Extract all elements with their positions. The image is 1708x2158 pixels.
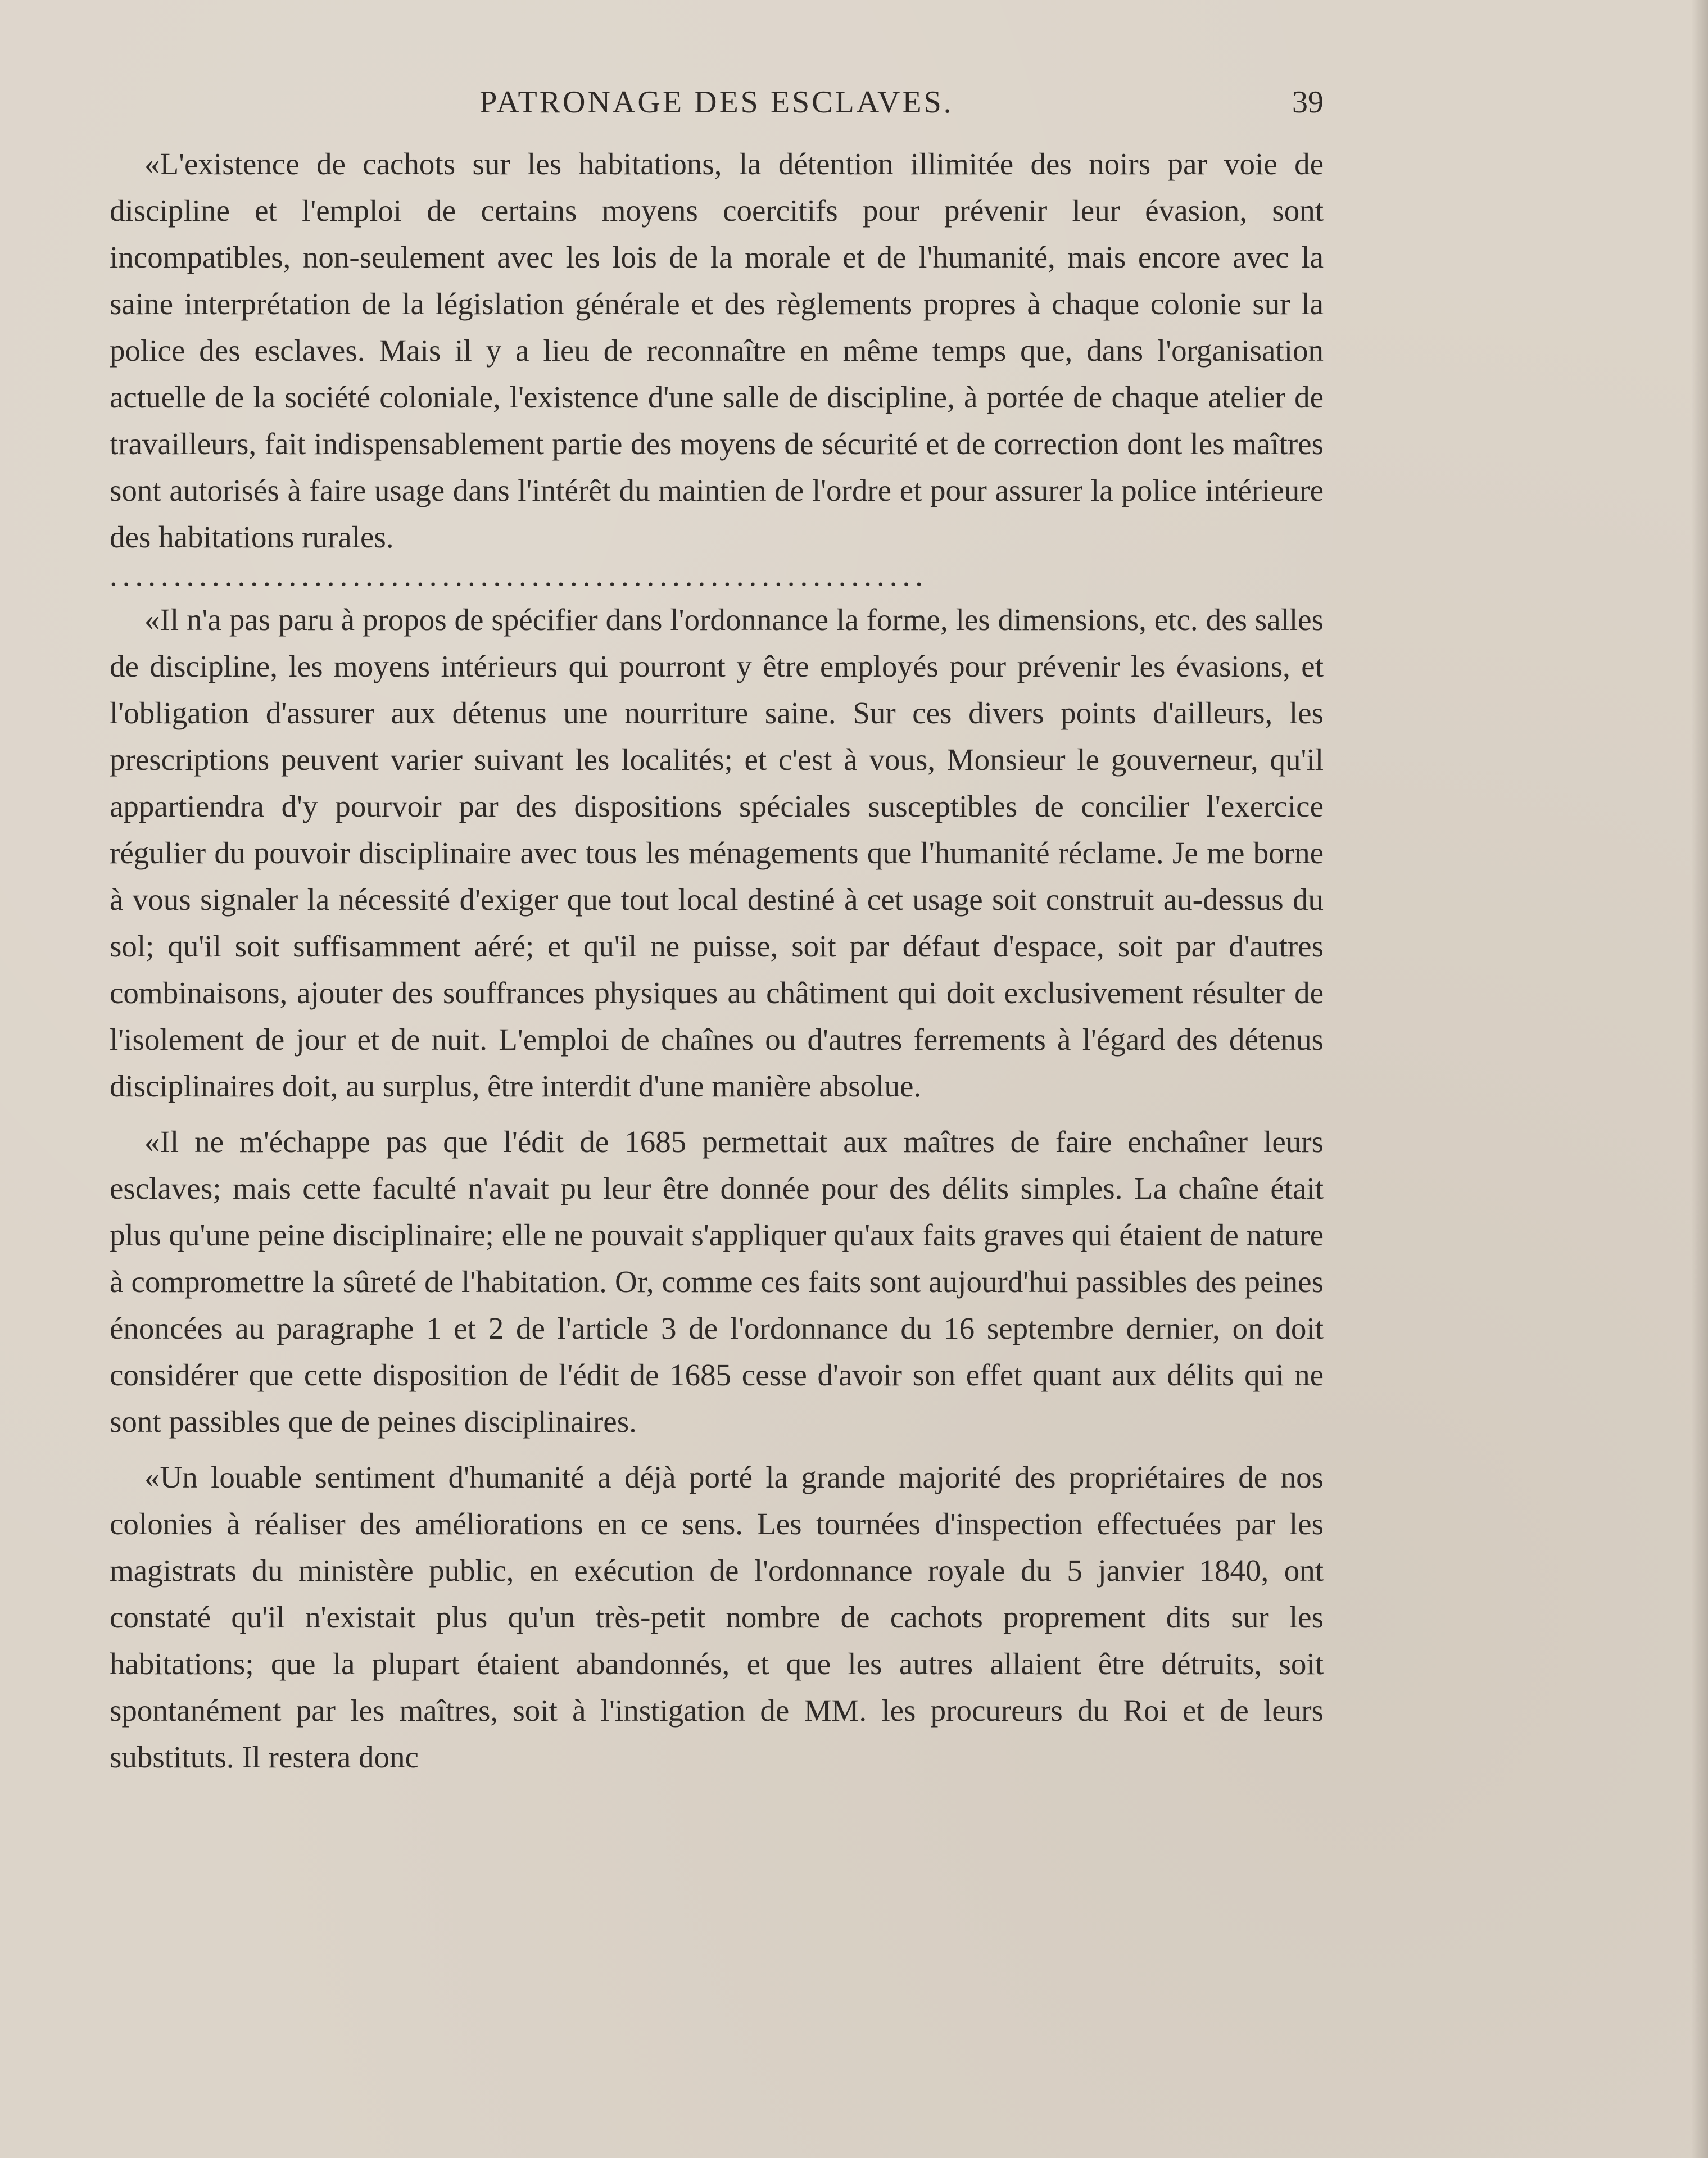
page-edge-shadow xyxy=(1691,0,1708,2158)
paragraph-1: «L'existence de cachots sur les habitations, la détention illimitée des noirs par voie de discipline et l'emploi de certains moyens coercitifs pour prévenir leur évasion, sont incompatibles, non-seulement avec les lois de la morale et de l'humanité, mais encore avec la saine interprétation de la législation générale et des règlements propres à chaque colonie sur la police des esclaves. Mais il y a lieu de reconnaître en même temps que, dans l'organisation actuelle de la société coloniale, l'existence d'une salle de discipline, à portée de chaque atelier de travailleurs, fait indispensablement partie des moyens de sécurité et de correction dont les maîtres sont autorisés à faire usage dans l'intérêt du maintien de l'ordre et pour assurer la police intérieure des habitations rurales. xyxy=(110,147,1324,554)
paragraph-2: «Il n'a pas paru à propos de spécifier dans l'ordonnance la forme, les dimensions, etc. des salles de discipline, les moyens intérieurs qui pourront y être employés pour prévenir les évasions, et l'obligation d'assurer aux détenus une nourriture saine. Sur ces divers points d'ailleurs, les prescriptions peuvent varier suivant les localités; et c'est à vous, Monsieur le gouverneur, qu'il appartiendra d'y pourvoir par des dispositions spéciales susceptibles de concilier l'exercice régulier du pouvoir disciplinaire avec tous les ménagements que l'humanité réclame. Je me borne à vous signaler la nécessité d'exiger que tout local destiné à cet usage soit construit au-dessus du sol; qu'il soit suffisamment aéré; et qu'il ne puisse, soit par défaut d'espace, soit par d'autres combinaisons, ajouter des souffrances physiques au châtiment qui doit exclusivement résulter de l'isolement de jour et de nuit. L'emploi de chaînes ou d'autres ferrements à l'égard des détenus disciplinaires doit, au surplus, être interdit d'une manière absolue. xyxy=(110,602,1324,1103)
paragraph-3: «Il ne m'échappe pas que l'édit de 1685 permettait aux maîtres de faire enchaîner leurs esclaves; mais cette faculté n'avait pu leur être donnée pour des délits simples. La chaîne était plus qu'une peine disciplinaire; elle ne pouvait s'appliquer qu'aux faits graves qui étaient de nature à compromettre la sûreté de l'habitation. Or, comme ces faits sont aujourd'hui passibles des peines énoncées au paragraphe 1 et 2 de l'article 3 de l'ordonnance du 16 septembre dernier, on doit considérer que cette disposition de l'édit de 1685 cesse d'avoir son effet quant aux délits qui ne sont passibles que de peines disciplinaires. xyxy=(110,1125,1324,1439)
paragraph-4: «Un louable sentiment d'humanité a déjà porté la grande majorité des propriétaires de nos colonies à réaliser des améliorations en ce sens. Les tournées d'inspection effectuées par les magistrats du ministère public, en exécution de l'ordonnance royale du 5 janvier 1840, ont constaté qu'il n'existait plus qu'un très-petit nombre de cachots proprement dits sur les habitations; que la plupart étaient abandonnés, et que les autres allaient être détruits, soit spontanément par les maîtres, soit à l'instigation de MM. les procureurs du Roi et de leurs substituts. Il restera donc xyxy=(110,1460,1324,1774)
body-text xyxy=(110,140,1324,1780)
ellipsis-separator: ................................................................ xyxy=(110,558,928,592)
running-title: PATRONAGE DES ESCLAVES. xyxy=(479,85,954,120)
page-header xyxy=(110,84,1324,129)
page-number: 39 xyxy=(1292,85,1324,120)
